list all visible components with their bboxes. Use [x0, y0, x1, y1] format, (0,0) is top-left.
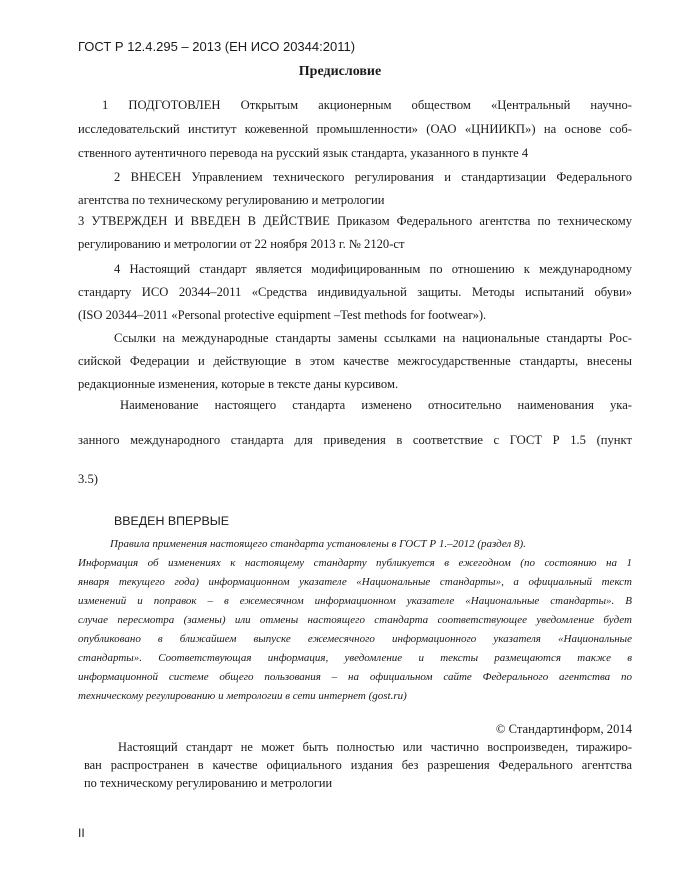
document-header: ГОСТ Р 12.4.295 – 2013 (ЕН ИСО 20344:2011) — [78, 39, 356, 54]
paragraph-1-line-1: 1 ПОДГОТОВЛЕН Открытым акционерным обществом «Центральный научно- — [102, 98, 632, 112]
italic-note-line-5: случае пересмотра (замены) или отмены настоящего стандарта соответствующее уведомление будет — [78, 614, 632, 626]
italic-note-line-3: января текущего года) информационном указателе «Национальные стандарты», а официальный текст — [78, 576, 632, 588]
paragraph-6-line-1: Наименование настоящего стандарта изменено относительно наименования ука- — [120, 398, 632, 412]
paragraph-6-line-3: 3.5) — [78, 472, 98, 486]
italic-note-line-1: Правила применения настоящего стандарта установлены в ГОСТ Р 1.–2012 (раздел 8). — [110, 538, 526, 550]
paragraph-4-line-3: (ISO 20344–2011 «Personal protective equipment –Test methods for footwear»). — [78, 308, 487, 322]
paragraph-2-line-1: 2 ВНЕСЕН Управлением технического регулирования и стандартизации Федерального — [114, 170, 632, 184]
paragraph-6-line-2: занного международного стандарта для приведения в соответствие с ГОСТ Р 1.5 (пункт — [78, 433, 632, 447]
introduced-first-label: ВВЕДЕН ВПЕРВЫЕ — [114, 514, 230, 528]
italic-note-line-2: Информация об изменениях к настоящему стандарту публикуется в ежегодном (по состоянию на 1 — [78, 557, 632, 569]
paragraph-5-line-1: Ссылки на международные стандарты замены ссылками на национальные стандарты Рос- — [114, 331, 632, 345]
italic-note-line-8: информационной системе общего пользования – на официальном сайте Федерального агентства по — [78, 671, 632, 683]
paragraph-1-line-3: ственного аутентичного перевода на русский язык стандарта, указанного в пункте 4 — [78, 146, 529, 160]
italic-note-line-7: стандарты». Соответствующая информация, уведомление и тексты размещаются также в — [78, 652, 632, 664]
paragraph-3-line-2: регулированию и метрологии от 22 ноября 2013 г. № 2120-ст — [78, 237, 405, 251]
page-title: Предисловие — [298, 64, 382, 79]
italic-note-line-4: изменений и поправок – в ежемесячном информационном указателе «Национальные стандарты». В — [78, 595, 632, 607]
paragraph-4-line-2: стандарту ИСО 20344–2011 «Средства индивидуальной защиты. Методы испытаний обуви» — [78, 285, 632, 299]
paragraph-5-line-3: редакционные изменения, которые в тексте даны курсивом. — [78, 377, 399, 391]
copyright-notice: © Стандартинформ, 2014 — [495, 722, 632, 736]
italic-note-line-9: техническому регулированию и метрологии в сети интернет (gost.ru) — [78, 690, 407, 702]
italic-note-line-6: опубликовано в ближайшем выпуске ежемесячного информационного указателя «Национальные — [78, 633, 632, 645]
rights-line-3: по техническому регулированию и метрологии — [84, 776, 333, 790]
paragraph-1-line-2: исследовательский институт кожевенной промышленности» (ОАО «ЦНИИКП») на основе соб- — [78, 122, 632, 136]
rights-line-2: ван распространен в качестве официального издания без разрешения Федерального агентства — [84, 758, 632, 772]
paragraph-4-line-1: 4 Настоящий стандарт является модифицированным по отношению к международному — [114, 262, 632, 276]
paragraph-3-line-1: 3 УТВЕРЖДЕН И ВВЕДЕН В ДЕЙСТВИЕ Приказом Федерального агентства по техническому — [78, 214, 632, 228]
paragraph-2-line-2: агентства по техническому регулированию и метрологии — [78, 193, 385, 207]
page-number: II — [78, 826, 85, 840]
rights-line-1: Настоящий стандарт не может быть полностью или частично воспроизведен, тиражиро- — [118, 740, 632, 754]
paragraph-5-line-2: сийской Федерации и действующие в этом качестве межгосударственные стандарты, внесены — [78, 354, 632, 368]
